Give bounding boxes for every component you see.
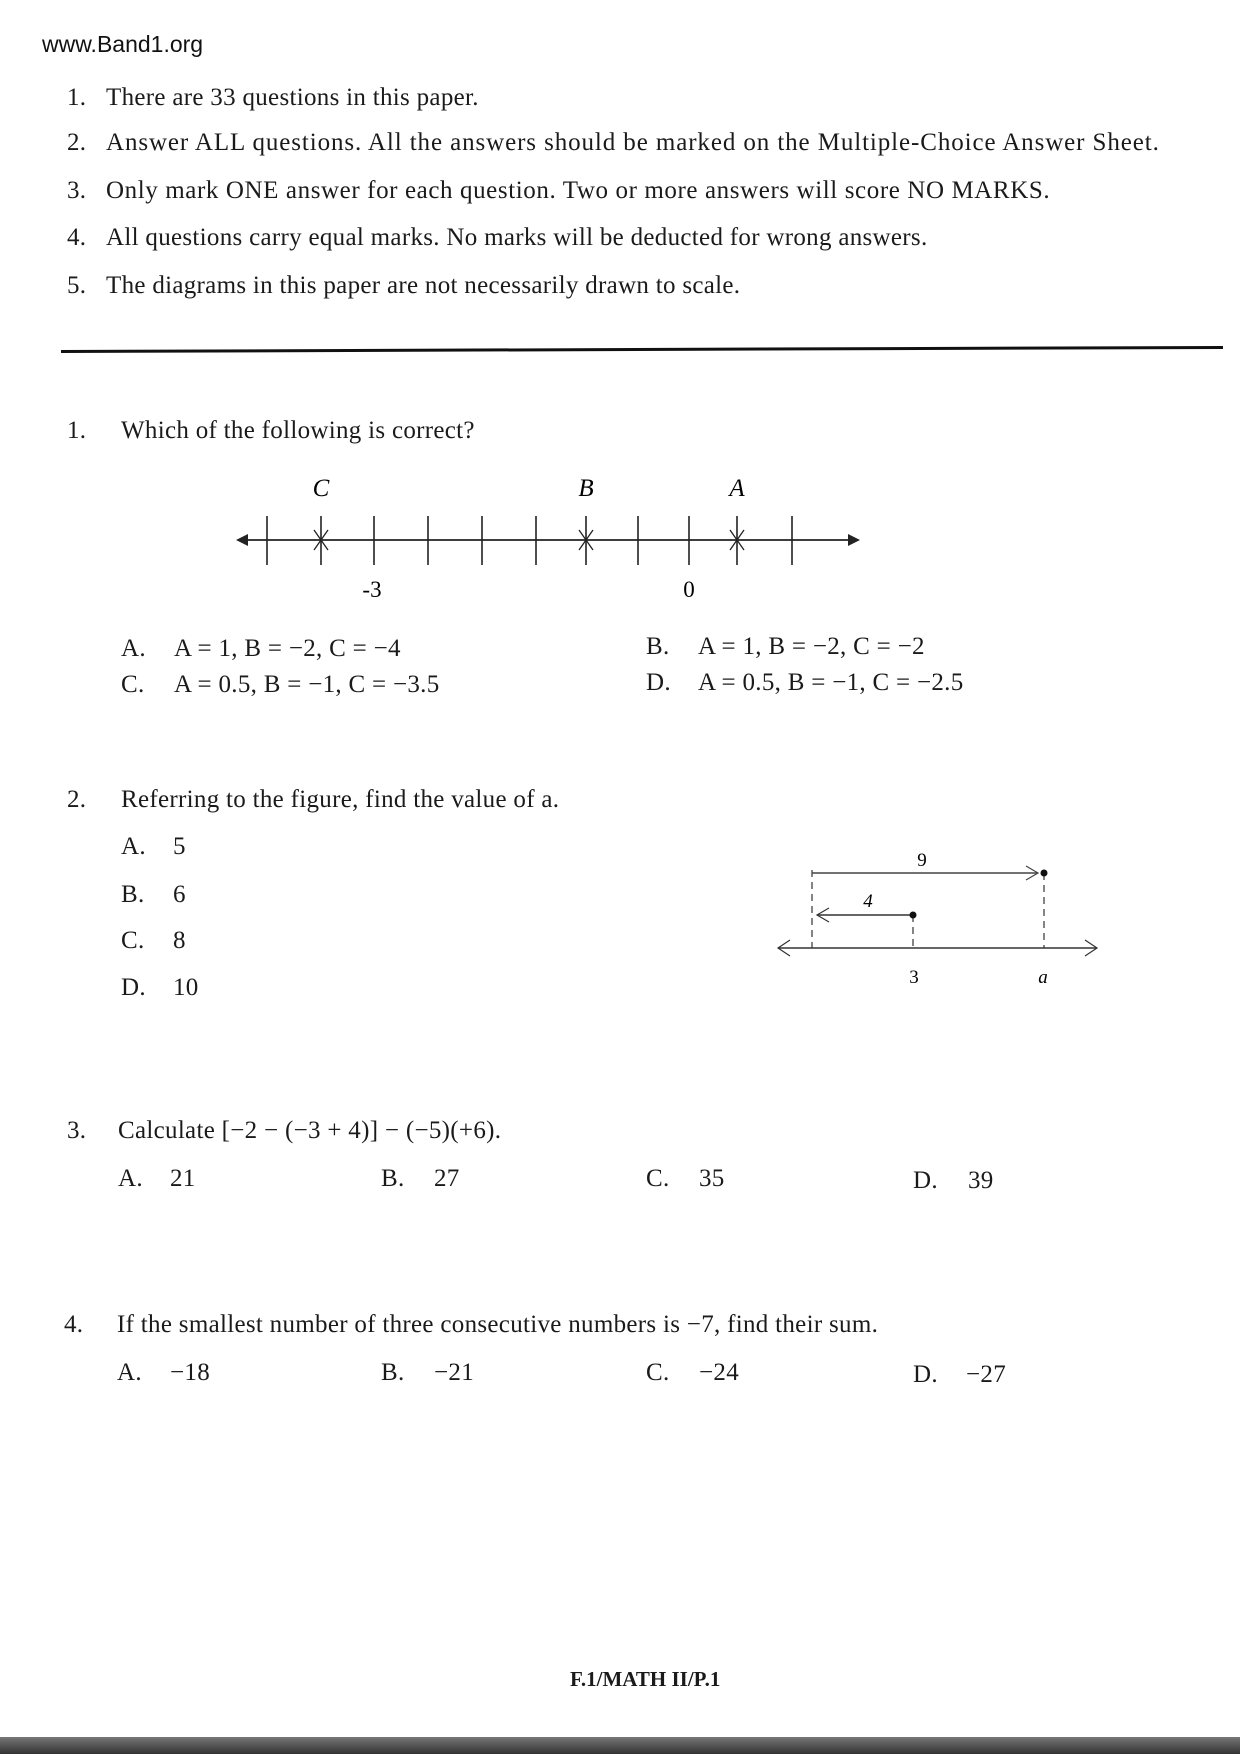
option-letter: C. <box>646 1359 670 1386</box>
option-value: −27 <box>966 1361 1006 1388</box>
option-value: 35 <box>699 1165 725 1192</box>
option-letter: B. <box>121 881 145 908</box>
option-value: A = 0.5, B = −1, C = −3.5 <box>174 671 440 698</box>
point-label-a: A <box>729 475 745 502</box>
label-a: a <box>1038 967 1048 988</box>
tick-label-minus-3: -3 <box>362 577 382 602</box>
option-value: −24 <box>699 1359 739 1386</box>
tick-label-0: 0 <box>683 577 695 602</box>
question-number: 1. <box>67 417 87 444</box>
option-letter: B. <box>381 1165 405 1192</box>
option-value: A = 1, B = −2, C = −4 <box>174 635 401 662</box>
question-text: Calculate [−2 − (−3 + 4)] − (−5)(+6). <box>118 1117 502 1144</box>
instruction-number: 3. <box>67 177 87 204</box>
end-point <box>1041 870 1048 877</box>
instruction-number: 5. <box>67 272 87 299</box>
question-number: 2. <box>67 786 87 813</box>
option-value: 39 <box>968 1167 994 1194</box>
scan-edge-strip <box>0 1737 1240 1754</box>
question-number: 4. <box>64 1311 84 1338</box>
question-text: If the smallest number of three consecutive numbers is −7, find their sum. <box>117 1311 879 1338</box>
question-text: Referring to the figure, find the value of a. <box>121 786 560 813</box>
instruction-text: The diagrams in this paper are not necessarily drawn to scale. <box>106 272 741 299</box>
option-letter: A. <box>117 1359 142 1386</box>
option-letter: D. <box>913 1361 938 1388</box>
point-label-b: B <box>578 475 594 502</box>
option-letter: B. <box>646 633 670 660</box>
instruction-number: 2. <box>67 129 87 156</box>
option-value: −18 <box>170 1359 210 1386</box>
question-text: Which of the following is correct? <box>121 417 475 444</box>
point-label-c: C <box>312 475 330 502</box>
option-letter: C. <box>646 1165 670 1192</box>
option-value: A = 0.5, B = −1, C = −2.5 <box>698 669 964 696</box>
option-value: 6 <box>173 881 186 908</box>
option-letter: A. <box>121 635 146 662</box>
start-point <box>910 912 917 919</box>
label-4: 4 <box>863 891 873 912</box>
option-value: 8 <box>173 927 186 954</box>
instruction-number: 1. <box>67 84 87 111</box>
option-value: −21 <box>434 1359 474 1386</box>
option-letter: C. <box>121 671 145 698</box>
instruction-text: There are 33 questions in this paper. <box>106 84 479 111</box>
option-letter: D. <box>913 1167 938 1194</box>
label-9: 9 <box>917 850 927 871</box>
page-footer-code: F.1/MATH II/P.1 <box>570 1667 721 1691</box>
instruction-text: Only mark ONE answer for each question. Two or more answers will score NO MARKS. <box>106 177 1051 204</box>
label-3: 3 <box>909 967 919 988</box>
option-value: 27 <box>434 1165 460 1192</box>
option-value: A = 1, B = −2, C = −2 <box>698 633 925 660</box>
instruction-text: Answer ALL questions. All the answers should be marked on the Multiple-Choice Answer Sheet. <box>106 129 1160 156</box>
option-letter: A. <box>118 1165 143 1192</box>
question-number: 3. <box>67 1117 87 1144</box>
option-value: 21 <box>170 1165 196 1192</box>
option-letter: D. <box>646 669 671 696</box>
option-value: 5 <box>173 833 186 860</box>
instruction-number: 4. <box>67 224 87 251</box>
option-letter: D. <box>121 974 146 1001</box>
dashed-guides <box>812 870 1044 948</box>
site-watermark: www.Band1.org <box>42 31 204 57</box>
instruction-text: All questions carry equal marks. No marks will be deducted for wrong answers. <box>106 224 928 251</box>
option-letter: C. <box>121 927 145 954</box>
option-value: 10 <box>173 974 199 1001</box>
option-letter: A. <box>121 833 146 860</box>
option-letter: B. <box>381 1359 405 1386</box>
